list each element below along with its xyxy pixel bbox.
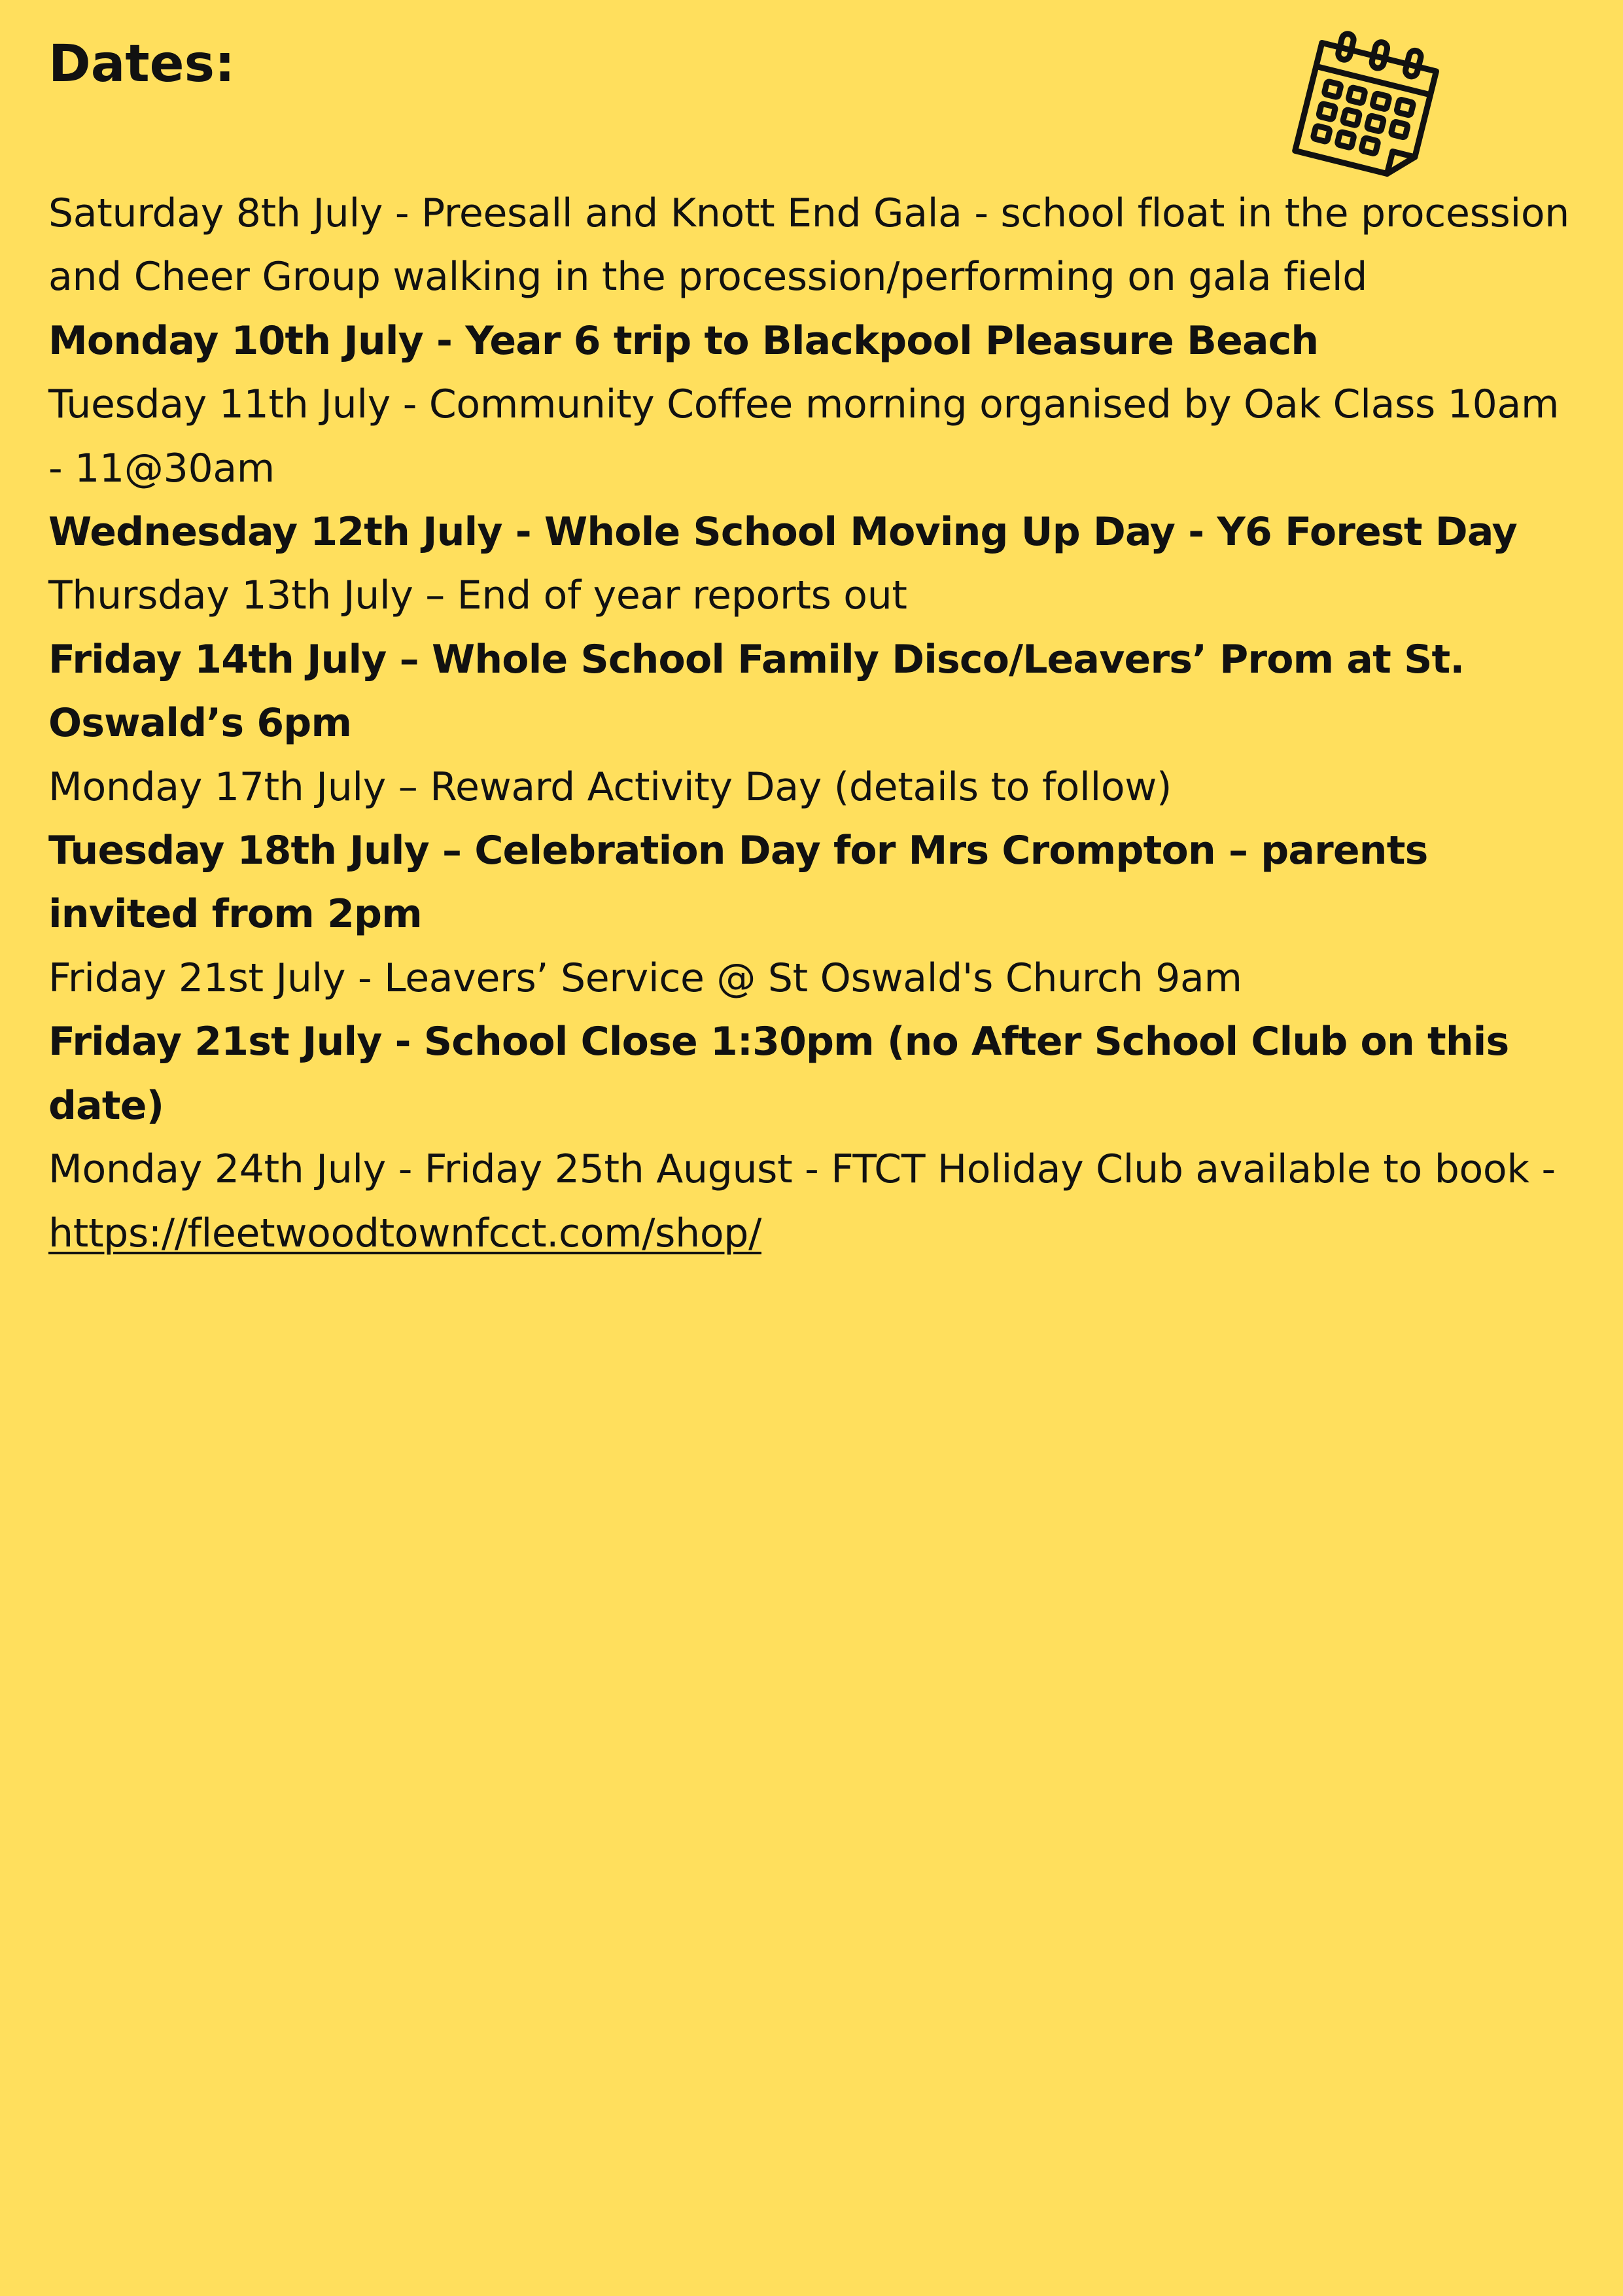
date-item: Friday 21st July - Leavers’ Service @ St Oswald's Church 9am (48, 955, 1242, 1001)
date-item: Thursday 13th July – End of year reports out (48, 573, 907, 619)
date-item: Tuesday 18th July – Celebration Day for Mrs Crompton – parents invited from 2pm (48, 828, 1428, 938)
date-item: Wednesday 12th July - Whole School Moving Up Day - Y6 Forest Day (48, 509, 1517, 556)
shop-link[interactable]: https://fleetwoodtownfcct.com/shop/ (48, 1210, 761, 1256)
date-item: Friday 14th July – Whole School Family Disco/Leavers’ Prom at St. Oswald’s 6pm (48, 636, 1465, 747)
date-item: Saturday 8th July - Preesall and Knott End Gala - school float in the procession and Cheer Group walking in the procession/performing on gala field (48, 190, 1570, 300)
date-item: Monday 17th July – Reward Activity Day (details to follow) (48, 764, 1172, 810)
date-item-holiday-club (48, 1138, 1579, 1265)
page-title: Dates: (48, 35, 236, 94)
holiday-club-text: Monday 24th July - Friday 25th August - FTCT Holiday Club available to book - (48, 1146, 1556, 1193)
dates-list (48, 182, 1579, 1265)
date-item: Monday 10th July - Year 6 trip to Blackpool Pleasure Beach (48, 317, 1319, 364)
date-item: Tuesday 11th July - Community Coffee morning organised by Oak Class 10am - 11@30am (48, 381, 1560, 491)
date-item: Friday 21st July - School Close 1:30pm (no After School Club on this date) (48, 1019, 1509, 1129)
calendar-icon (1282, 20, 1452, 190)
